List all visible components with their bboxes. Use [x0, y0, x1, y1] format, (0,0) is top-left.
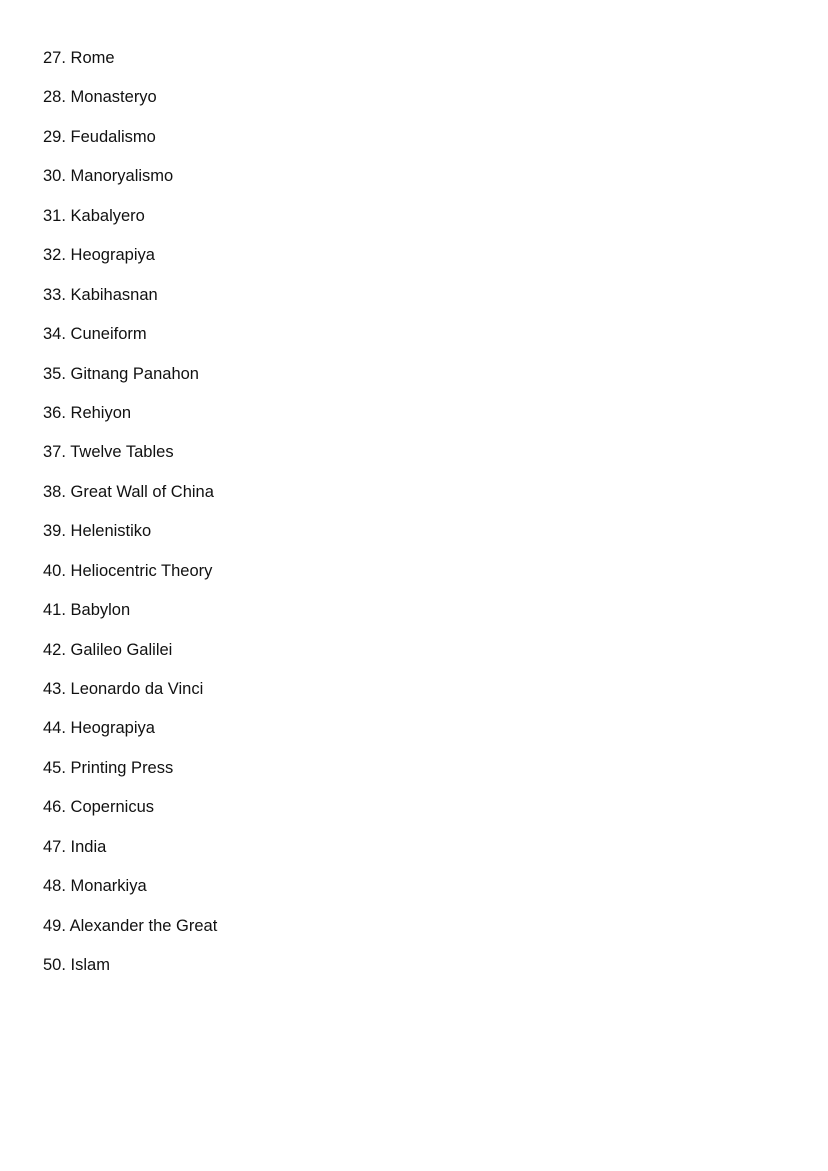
item-text: Leonardo da Vinci	[70, 680, 204, 698]
item-number: 33.	[43, 285, 66, 304]
list-item	[43, 284, 217, 323]
list-item	[43, 205, 217, 244]
item-text: Kabalyero	[70, 206, 145, 225]
item-text: Rehiyon	[70, 403, 132, 422]
list-item	[43, 836, 217, 875]
item-text: Kabihasnan	[70, 285, 158, 304]
item-number: 41.	[43, 601, 66, 620]
list-item	[43, 678, 217, 717]
item-text: Copernicus	[70, 798, 154, 817]
list-item	[43, 323, 217, 362]
item-text: Galileo Galilei	[70, 640, 173, 659]
list-item	[43, 441, 217, 480]
list-item	[43, 481, 217, 520]
item-number: 27.	[43, 49, 66, 67]
item-text: Printing Press	[70, 758, 174, 777]
item-text: Helenistiko	[70, 522, 152, 541]
item-number: 31.	[43, 206, 66, 225]
item-text: Rome	[70, 49, 115, 67]
item-number: 39.	[43, 522, 66, 541]
list-item	[43, 757, 217, 796]
item-text: Twelve Tables	[70, 443, 174, 462]
item-number: 43.	[43, 680, 66, 698]
item-number: 48.	[43, 877, 66, 896]
item-number: 44.	[43, 719, 66, 738]
item-text: India	[70, 837, 107, 856]
list-item	[43, 363, 217, 402]
item-text: Heograpiya	[70, 246, 155, 265]
item-number: 49.	[43, 916, 66, 935]
item-number: 35.	[43, 364, 66, 383]
list-item	[43, 47, 217, 86]
list-item	[43, 717, 217, 756]
item-number: 32.	[43, 246, 66, 265]
list-item	[43, 244, 217, 283]
item-number: 50.	[43, 956, 66, 975]
item-number: 28.	[43, 88, 66, 107]
item-number: 30.	[43, 167, 66, 186]
list-item	[43, 86, 217, 125]
item-number: 45.	[43, 758, 66, 777]
list-item	[43, 165, 217, 204]
item-number: 36.	[43, 403, 66, 422]
item-text: Babylon	[70, 601, 131, 620]
item-text: Great Wall of China	[70, 482, 214, 501]
item-text: Alexander the Great	[69, 916, 218, 935]
item-number: 38.	[43, 482, 66, 501]
item-text: Feudalismo	[70, 127, 156, 146]
item-number: 42.	[43, 640, 66, 659]
item-number: 46.	[43, 798, 66, 817]
list-item	[43, 402, 217, 441]
list-item	[43, 599, 217, 638]
item-text: Cuneiform	[70, 325, 147, 344]
item-number: 29.	[43, 127, 66, 146]
item-number: 40.	[43, 561, 66, 580]
item-text: Islam	[70, 956, 110, 975]
item-text: Manoryalismo	[70, 167, 174, 186]
item-text: Heliocentric Theory	[70, 561, 213, 580]
item-number: 37.	[43, 443, 66, 462]
item-number: 47.	[43, 837, 66, 856]
list-item	[43, 796, 217, 835]
item-text: Heograpiya	[70, 719, 155, 738]
item-text: Gitnang Panahon	[70, 364, 199, 383]
list-item	[43, 639, 217, 678]
answer-list	[43, 47, 217, 994]
item-text: Monarkiya	[70, 877, 147, 896]
list-item	[43, 126, 217, 165]
list-item	[43, 875, 217, 914]
list-item	[43, 520, 217, 559]
item-number: 34.	[43, 325, 66, 344]
item-text: Monasteryo	[70, 88, 157, 107]
list-item	[43, 954, 217, 993]
list-item	[43, 560, 217, 599]
list-item	[43, 915, 217, 954]
